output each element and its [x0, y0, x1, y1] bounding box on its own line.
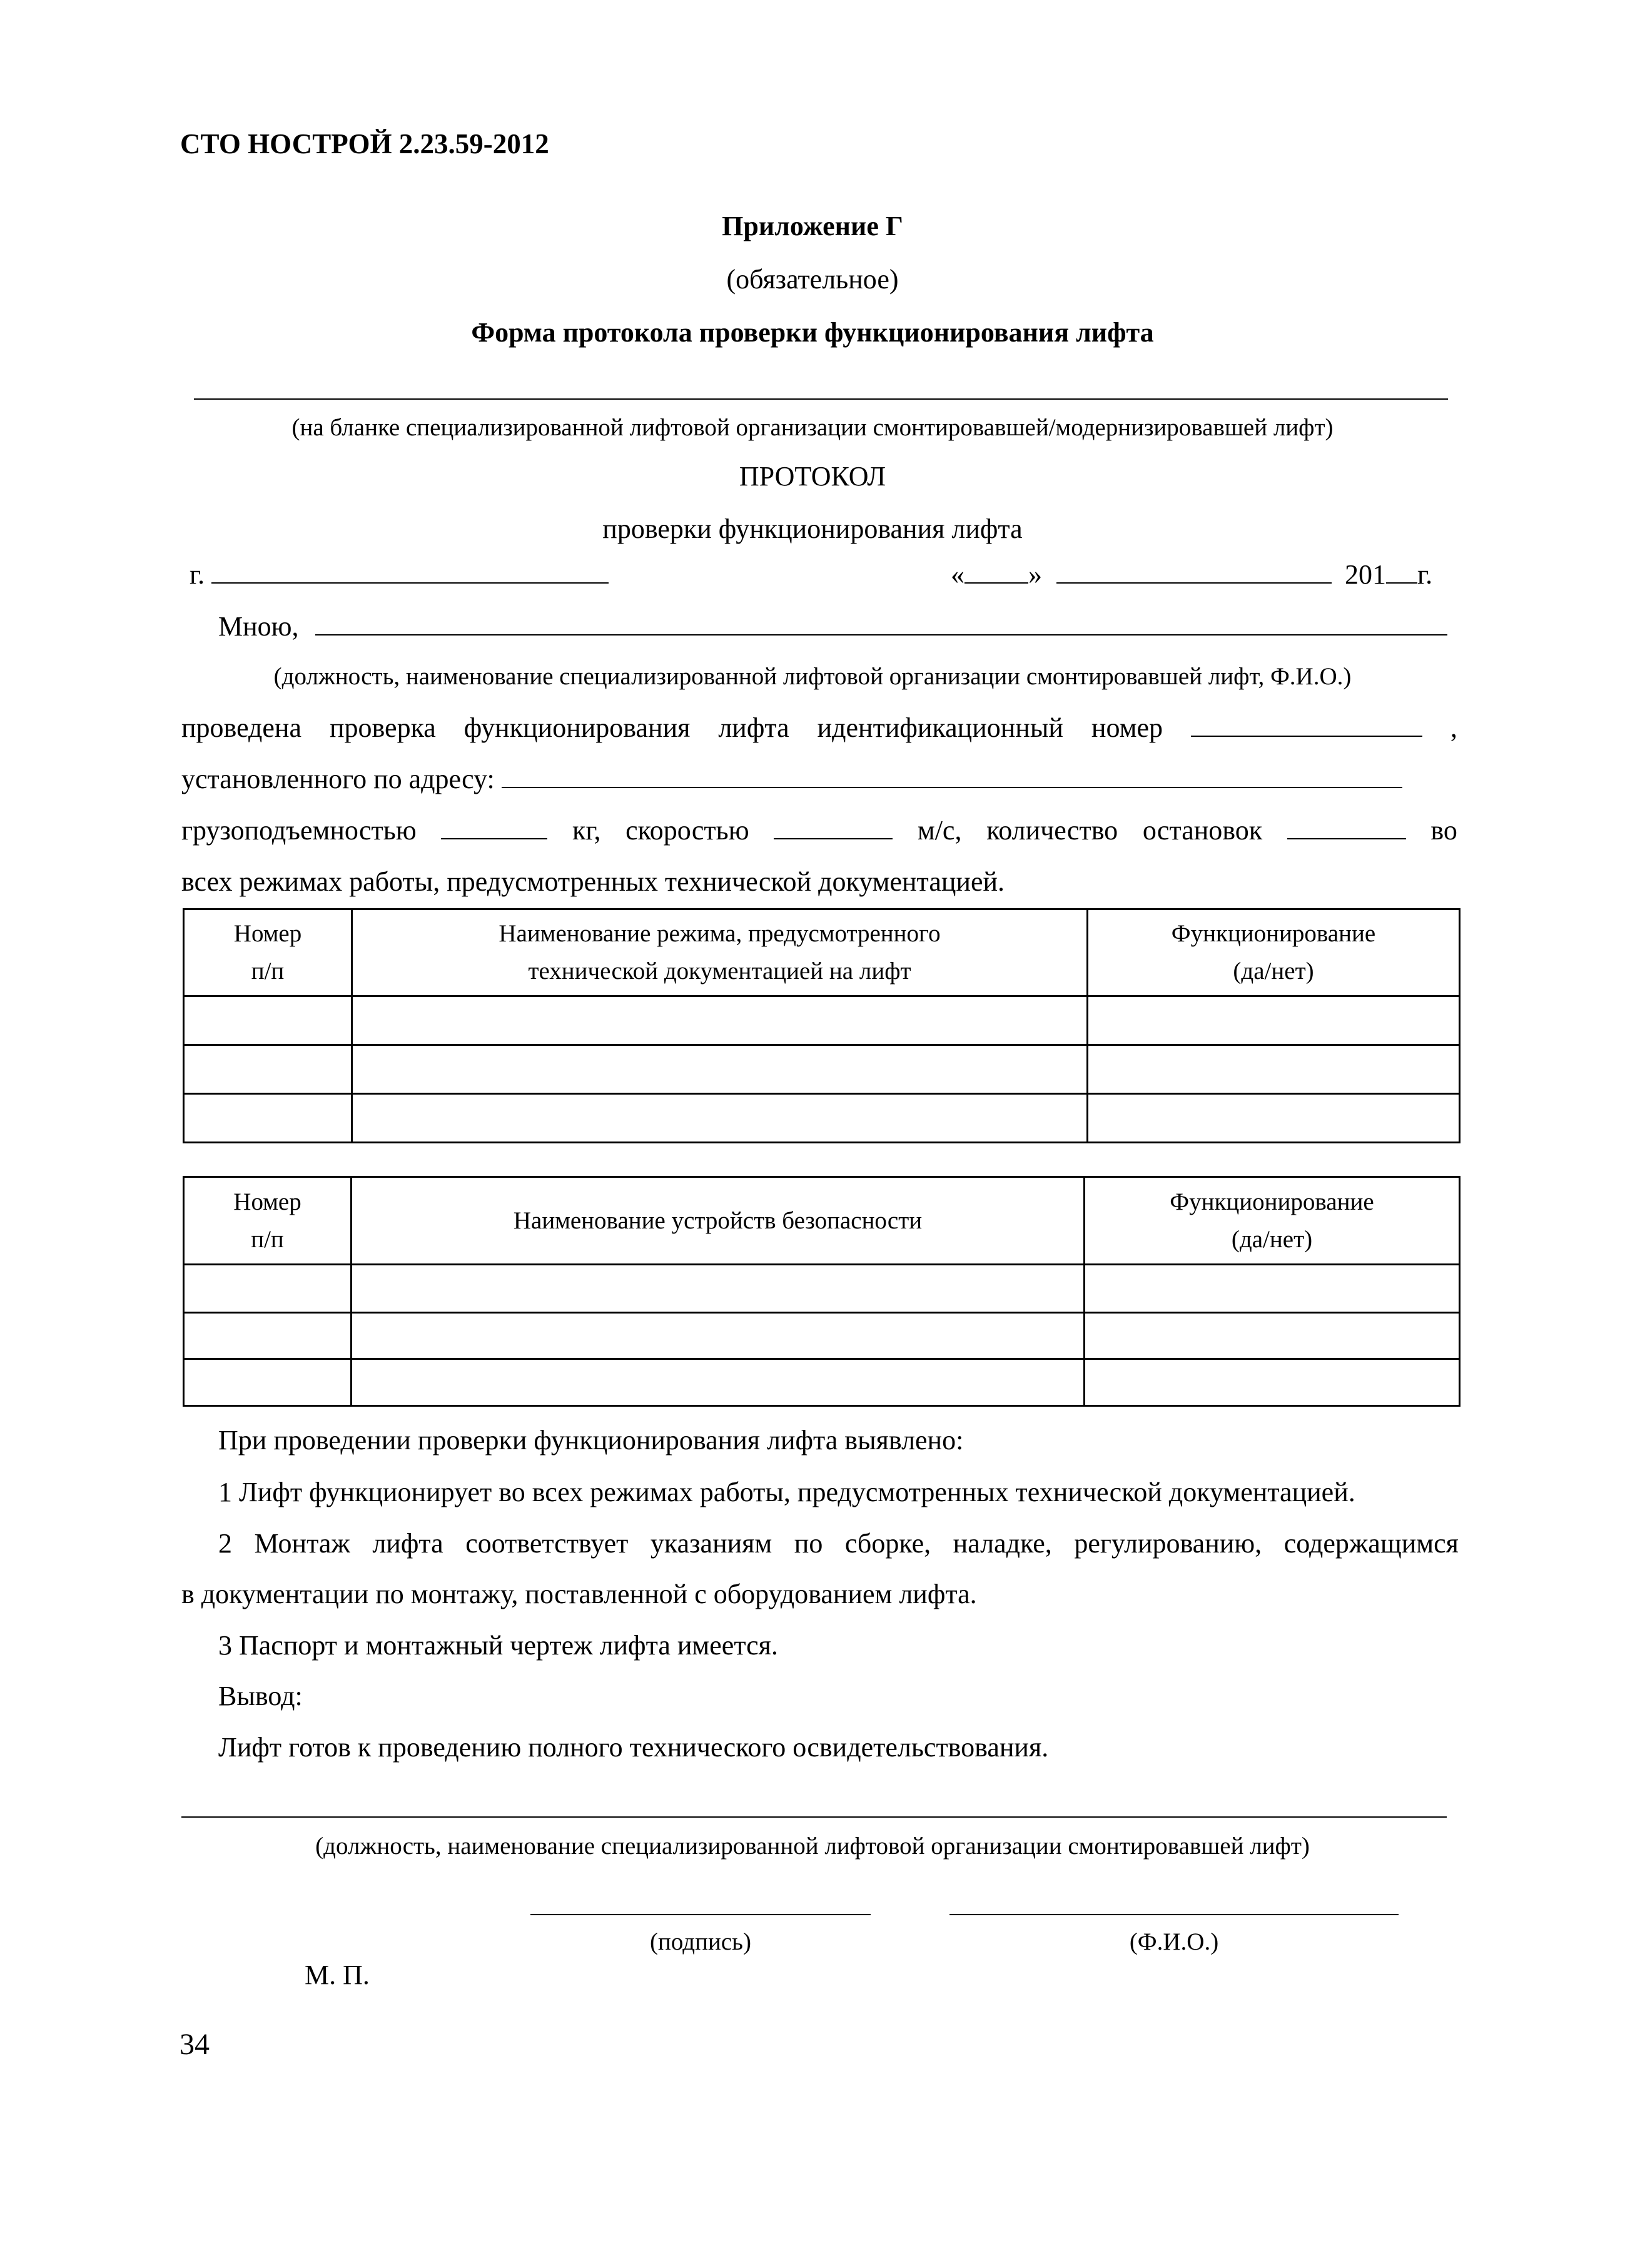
word: соответствует: [465, 1528, 629, 1559]
header-mode-name: Наименование режима, предусмотренного технической документацией на лифт: [352, 909, 1088, 996]
table-cell[interactable]: [352, 1313, 1085, 1359]
table-cell[interactable]: [184, 1265, 352, 1313]
table-cell[interactable]: [184, 1359, 352, 1406]
signature-caption: (подпись): [650, 1928, 751, 1955]
conclusion-text: Лифт готов к проведению полного технического освидетельствования.: [218, 1732, 1049, 1763]
finding-item-2: [218, 1530, 1459, 1557]
year-suffix: г.: [1417, 559, 1433, 590]
word: регулированию,: [1074, 1528, 1262, 1559]
quote-close: »: [1028, 559, 1042, 590]
page-number: 34: [180, 2028, 210, 2061]
table-cell[interactable]: [1085, 1359, 1460, 1406]
stops-word: количество: [986, 815, 1118, 846]
conclusion-label: Вывод:: [218, 1681, 303, 1711]
by-me-label: Мною,: [218, 611, 299, 642]
finding-item-1: 1 Лифт функционирует во всех режимах работы, предусмотренных технической документацией.: [218, 1477, 1355, 1507]
year-prefix: 201: [1345, 559, 1386, 590]
header-number: Номер п/п: [184, 1177, 352, 1265]
modes-line: всех режимах работы, предусмотренных технической документацией.: [181, 866, 1005, 897]
capacity-label: грузоподъемностью: [181, 815, 417, 846]
header-functioning: Функционирование (да/нет): [1085, 1177, 1460, 1265]
table-row: [184, 1265, 1460, 1313]
check-line: [181, 714, 1457, 742]
word: 2: [218, 1528, 232, 1559]
check-word: проведена: [181, 712, 302, 743]
check-word: функционирования: [463, 712, 691, 743]
header-functioning: Функционирование (да/нет): [1088, 909, 1460, 996]
table-cell[interactable]: [1085, 1265, 1460, 1313]
findings-intro: При проведении проверки функционирования лифта выявлено:: [218, 1425, 964, 1455]
letterhead-line: [194, 398, 1448, 400]
table-cell[interactable]: [352, 1359, 1085, 1406]
comma: ,: [1450, 712, 1457, 743]
word: по: [794, 1528, 823, 1559]
table-row: [184, 996, 1460, 1045]
form-title: Форма протокола проверки функционирования лифта: [471, 317, 1154, 348]
table-row: [184, 1045, 1460, 1094]
table-row: [184, 1313, 1460, 1359]
table-cell[interactable]: [352, 996, 1088, 1045]
check-word: номер: [1091, 712, 1163, 743]
table-cell[interactable]: [1085, 1313, 1460, 1359]
appendix-status: (обязательное): [726, 264, 899, 295]
table-cell[interactable]: [352, 1265, 1085, 1313]
name-caption: (Ф.И.О.): [1129, 1928, 1219, 1955]
appendix-title: Приложение Г: [722, 211, 903, 241]
check-word: проверка: [329, 712, 436, 743]
speed-blank[interactable]: [774, 817, 893, 839]
table-cell[interactable]: [184, 996, 352, 1045]
date-field: [951, 561, 1432, 589]
check-word: идентификационный: [817, 712, 1063, 743]
modes-table: [183, 908, 1460, 1143]
signature-line[interactable]: [530, 1914, 871, 1915]
address-field: [181, 766, 1402, 793]
parameters-line: [181, 817, 1457, 844]
table-cell[interactable]: [184, 1045, 352, 1094]
table-header-row: [184, 1177, 1460, 1265]
table-cell[interactable]: [184, 1094, 352, 1143]
word: указаниям: [650, 1528, 772, 1559]
word: сборке,: [844, 1528, 931, 1559]
name-line[interactable]: [949, 1914, 1399, 1915]
table-row: [184, 1359, 1460, 1406]
finding-item-3: 3 Паспорт и монтажный чертеж лифта имеется.: [218, 1630, 778, 1661]
protocol-title: ПРОТОКОЛ: [739, 461, 886, 492]
safety-table: [183, 1176, 1460, 1407]
address-label: установленного по адресу:: [181, 764, 495, 794]
capacity-blank[interactable]: [441, 817, 547, 839]
stops-word: остановок: [1142, 815, 1263, 846]
table-cell[interactable]: [352, 1045, 1088, 1094]
table-header-row: [184, 909, 1460, 996]
header-number: Номер п/п: [184, 909, 352, 996]
word: содержащимся: [1283, 1528, 1459, 1559]
word: наладке,: [953, 1528, 1052, 1559]
table-cell[interactable]: [184, 1313, 352, 1359]
document-code: СТО НОСТРОЙ 2.23.59-2012: [180, 128, 549, 159]
speed-label: скоростью: [625, 815, 749, 846]
city-prefix: г.: [190, 559, 205, 590]
stops-blank[interactable]: [1287, 817, 1406, 839]
table-cell[interactable]: [352, 1094, 1088, 1143]
day-blank[interactable]: [964, 561, 1028, 584]
stamp-label: М. П.: [305, 1960, 370, 1990]
table-cell[interactable]: [1088, 1045, 1460, 1094]
performer-caption: (должность, наименование специализированной лифтовой организации смонтировавшей лифт, Ф.И.О.): [273, 663, 1352, 690]
kg-unit: кг,: [572, 815, 601, 846]
table-row: [184, 1094, 1460, 1143]
year-blank[interactable]: [1386, 561, 1417, 584]
letterhead-caption: (на бланке специализированной лифтовой организации смонтировавшей/модернизировавшей лифт): [291, 414, 1334, 441]
city-blank[interactable]: [211, 561, 609, 584]
address-blank[interactable]: [502, 766, 1402, 788]
finding-item-2-continued: в документации по монтажу, поставленной с оборудованием лифта.: [181, 1579, 977, 1609]
word: Монтаж: [254, 1528, 350, 1559]
header-device-name: Наименование устройств безопасности: [352, 1177, 1085, 1265]
in-word: во: [1430, 815, 1457, 846]
protocol-subtitle: проверки функционирования лифта: [602, 514, 1023, 544]
city-field: [190, 561, 609, 589]
performer-blank[interactable]: [315, 613, 1447, 635]
word: лифта: [372, 1528, 443, 1559]
month-blank[interactable]: [1056, 561, 1332, 584]
signer-position-caption: (должность, наименование специализированной лифтовой организации смонтировавшей лифт): [315, 1833, 1310, 1860]
quote-open: «: [951, 559, 964, 590]
table-cell[interactable]: [1088, 996, 1460, 1045]
id-number-blank[interactable]: [1191, 714, 1422, 737]
check-word: лифта: [718, 712, 789, 743]
table-cell[interactable]: [1088, 1094, 1460, 1143]
ms-unit: м/с,: [917, 815, 962, 846]
signer-position-line[interactable]: [181, 1816, 1447, 1818]
